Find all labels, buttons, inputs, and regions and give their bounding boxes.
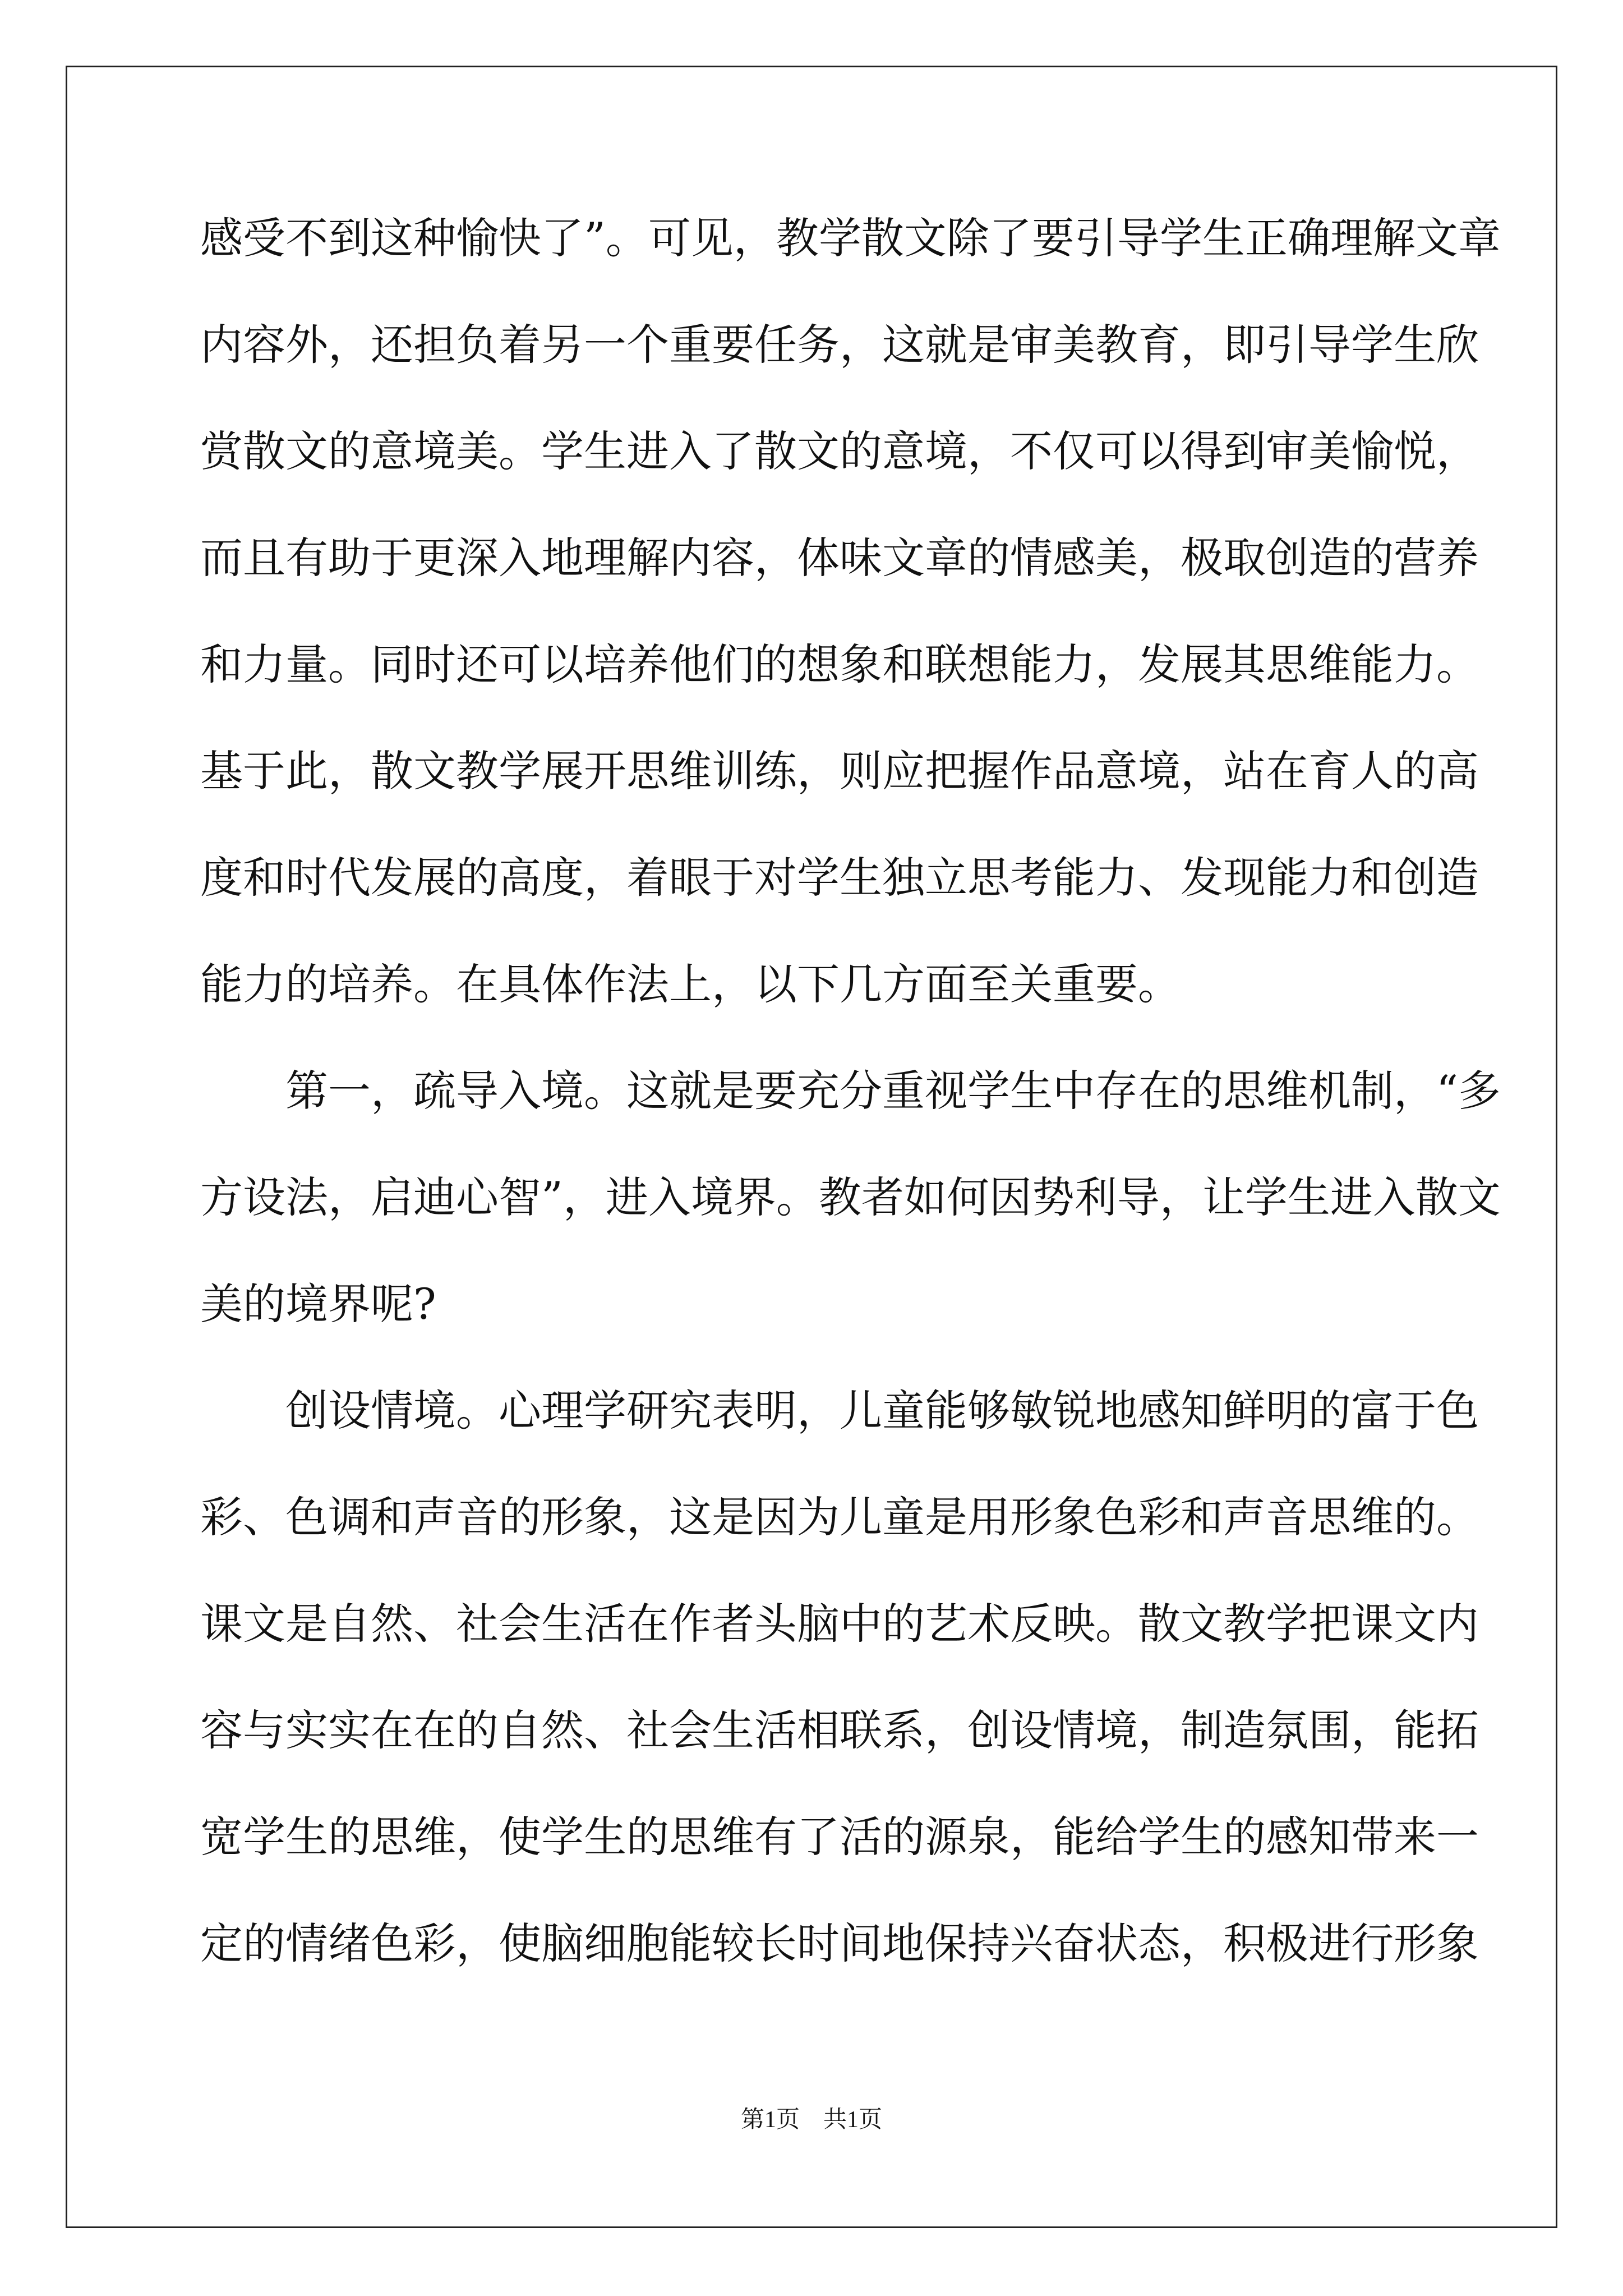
text-line: 定的情绪色彩，使脑细胞能较长时间地保持兴奋状态，积极进行形象 bbox=[200, 1918, 1479, 1968]
text-line: 内容外，还担负着另一个重要任务，这就是审美教育，即引导学生欣 bbox=[200, 320, 1479, 370]
text-line: 度和时代发展的高度，着眼于对学生独立思考能力、发现能力和创造 bbox=[200, 853, 1479, 903]
text-line: 感受不到这种愉快了”。可见，教学散文除了要引导学生正确理解文章 bbox=[200, 213, 1501, 263]
text-line: 容与实实在在的自然、社会生活相联系，创设情境，制造氛围，能拓 bbox=[200, 1705, 1479, 1755]
text-line: 方设法，启迪心智”，进入境界。教者如何因势利导，让学生进入散文 bbox=[200, 1172, 1501, 1222]
text-line: 宽学生的思维，使学生的思维有了活的源泉，能给学生的感知带来一 bbox=[200, 1812, 1479, 1862]
paragraph-2 bbox=[200, 1055, 1501, 1374]
paragraph-1 bbox=[200, 202, 1501, 1055]
text-line: 和力量。同时还可以培养他们的想象和联想能力，发展其思维能力。 bbox=[200, 639, 1479, 689]
text-line: 赏散文的意境美。学生进入了散文的意境，不仅可以得到审美愉悦， bbox=[200, 426, 1479, 476]
text-line: 基于此，散文教学展开思维训练，则应把握作品意境，站在育人的高 bbox=[200, 746, 1479, 796]
text-line: 第一，疏导入境。这就是要充分重视学生中存在的思维机制，“多 bbox=[285, 1066, 1501, 1116]
text-line: 而且有助于更深入地理解内容，体味文章的情感美，极取创造的营养 bbox=[200, 533, 1479, 583]
text-line: 创设情境。心理学研究表明，儿童能够敏锐地感知鲜明的富于色 bbox=[285, 1386, 1479, 1435]
document-body bbox=[200, 202, 1501, 2120]
text-line: 美的境界呢? bbox=[200, 1279, 436, 1329]
paragraph-3 bbox=[200, 1374, 1479, 2120]
text-line: 能力的培养。在具体作法上，以下几方面至关重要。 bbox=[200, 959, 1181, 1009]
text-line: 课文是自然、社会生活在作者头脑中的艺术反映。散文教学把课文内 bbox=[200, 1599, 1479, 1649]
text-line: 彩、色调和声音的形象，这是因为儿童是用形象色彩和声音思维的。 bbox=[200, 1492, 1479, 1542]
page-footer: 第1页 共1页 bbox=[740, 2107, 882, 2133]
